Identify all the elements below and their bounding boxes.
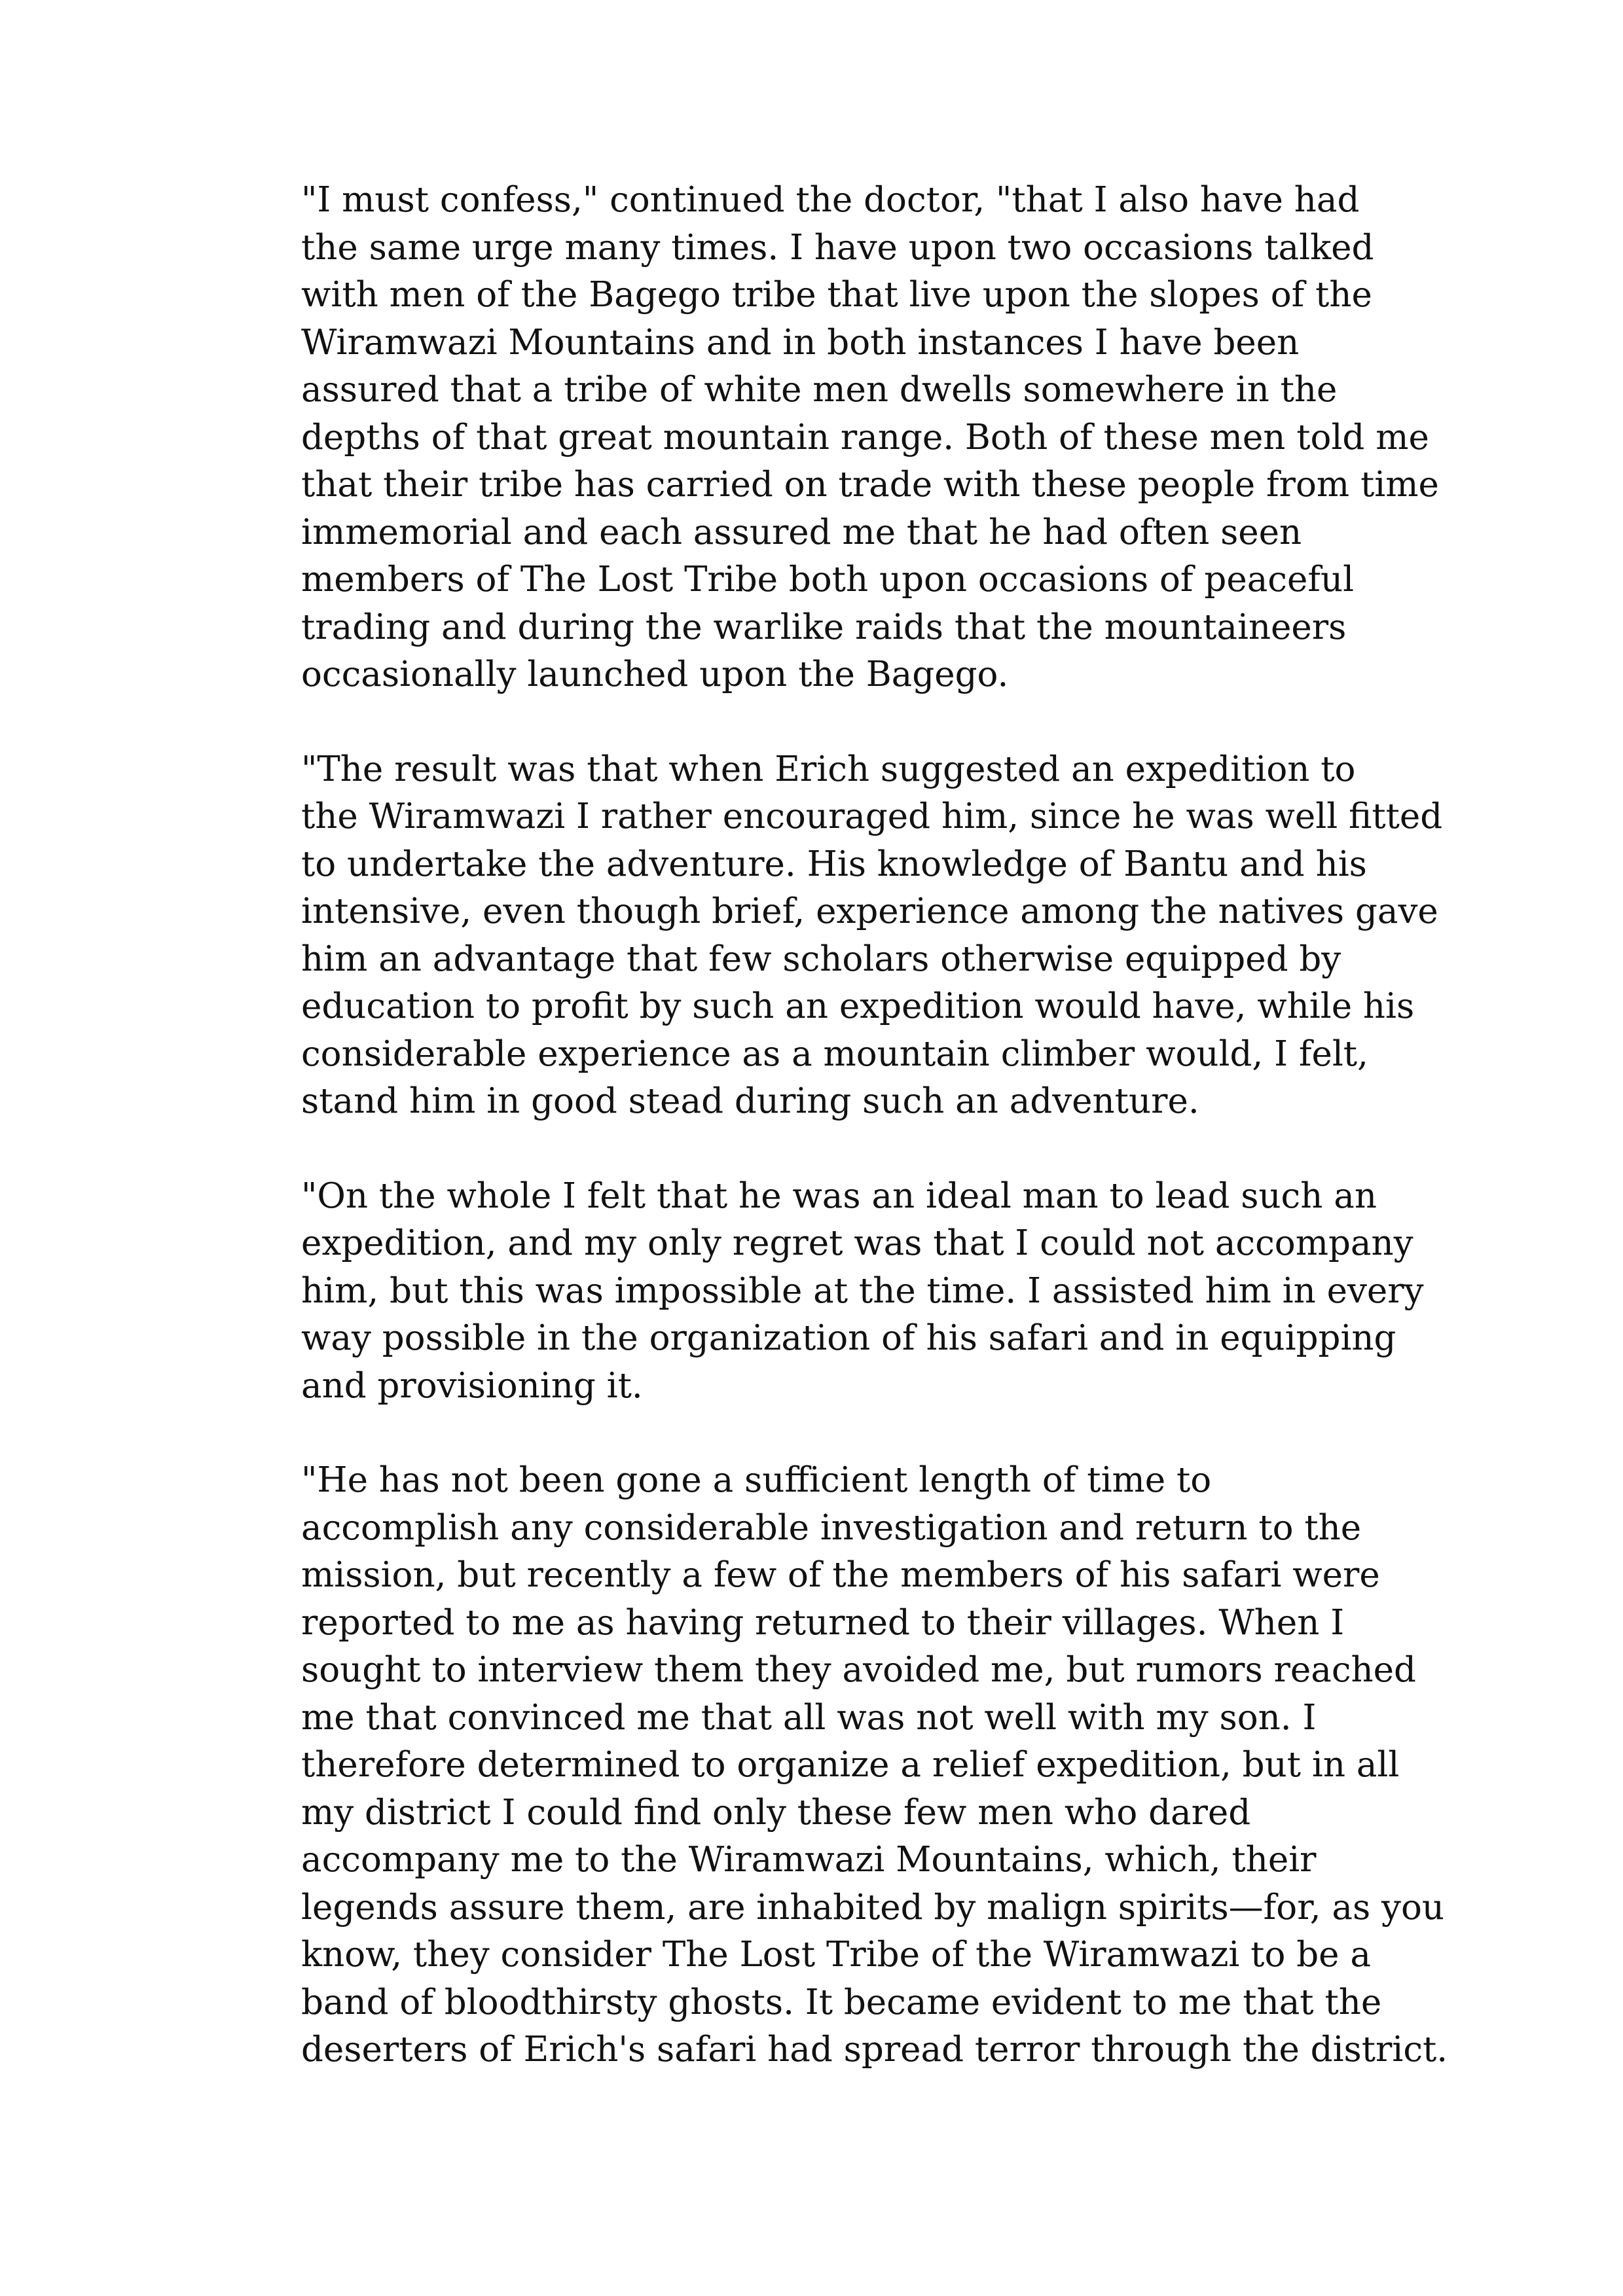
text-line: stand him in good stead during such an adventure. bbox=[301, 1081, 1199, 1121]
text-line: members of The Lost Tribe both upon occasions of peaceful bbox=[301, 560, 1355, 600]
text-line: deserters of Erich's safari had spread terror through the district. bbox=[301, 2030, 1448, 2070]
text-line: therefore determined to organize a relief expedition, but in all bbox=[301, 1745, 1400, 1785]
text-line: and provisioning it. bbox=[301, 1365, 643, 1406]
text-line: depths of that great mountain range. Both of these men told me bbox=[301, 417, 1429, 457]
text-line: with men of the Bagego tribe that live upon the slopes of the bbox=[301, 275, 1372, 315]
paragraph-3 bbox=[249, 1173, 1424, 1410]
text-line: accomplish any considerable investigation and return to the bbox=[301, 1507, 1362, 1548]
text-line: him, but this was impossible at the time. I assisted him in every bbox=[301, 1270, 1424, 1311]
text-line: Wiramwazi Mountains and in both instances I have been bbox=[301, 322, 1300, 363]
text-line: education to profit by such an expedition would have, while his bbox=[301, 986, 1415, 1026]
text-line: the Wiramwazi I rather encouraged him, since he was well fitted bbox=[301, 797, 1443, 836]
text-line: sought to interview them they avoided me, but rumors reached bbox=[301, 1650, 1416, 1690]
text-line: immemorial and each assured me that he had often seen bbox=[301, 512, 1302, 552]
text-line: intensive, even though brief, experience among the natives gave bbox=[301, 891, 1438, 931]
text-line: assured that a tribe of white men dwells somewhere in the bbox=[301, 370, 1338, 410]
paragraph-1 bbox=[249, 177, 1439, 699]
body-text bbox=[249, 177, 1448, 2121]
text-line: trading and during the warlike raids that the mountaineers bbox=[301, 607, 1347, 647]
text-line: him an advantage that few scholars otherwise equipped by bbox=[301, 939, 1341, 979]
text-line: "On the whole I felt that he was an ideal man to lead such an bbox=[301, 1175, 1377, 1216]
text-line: legends assure them, are inhabited by malign spirits—for, as you bbox=[301, 1887, 1445, 1928]
text-line: reported to me as having returned to their villages. When I bbox=[301, 1602, 1345, 1643]
text-line: band of bloodthirsty ghosts. It became evident to me that the bbox=[301, 1982, 1382, 2022]
text-line: "He has not been gone a sufficient length of time to bbox=[301, 1460, 1212, 1500]
text-line: my district I could find only these few men who dared bbox=[301, 1792, 1251, 1833]
text-line: considerable experience as a mountain climber would, I felt, bbox=[301, 1033, 1368, 1074]
paragraph-2 bbox=[249, 746, 1443, 1126]
text-line: the same urge many times. I have upon two occasions talked bbox=[301, 227, 1374, 268]
paragraph-4 bbox=[249, 1457, 1448, 2074]
text-line: me that convinced me that all was not well with my son. I bbox=[301, 1697, 1317, 1738]
text-line: occasionally launched upon the Bagego. bbox=[301, 655, 1009, 694]
text-line: expedition, and my only regret was that I could not accompany bbox=[301, 1223, 1413, 1263]
text-line: know, they consider The Lost Tribe of the Wiramwazi to be a bbox=[301, 1935, 1371, 1975]
text-line: "I must confess," continued the doctor, "that I also have had bbox=[301, 180, 1360, 220]
text-line: "The result was that when Erich suggested an expedition to bbox=[301, 749, 1356, 789]
text-line: to undertake the adventure. His knowledge of Bantu and his bbox=[301, 844, 1367, 884]
text-line: mission, but recently a few of the members of his safari were bbox=[301, 1555, 1380, 1595]
text-line: that their tribe has carried on trade with these people from time bbox=[301, 465, 1439, 505]
text-line: way possible in the organization of his safari and in equipping bbox=[301, 1318, 1396, 1358]
text-line: accompany me to the Wiramwazi Mountains, which, their bbox=[301, 1840, 1317, 1880]
